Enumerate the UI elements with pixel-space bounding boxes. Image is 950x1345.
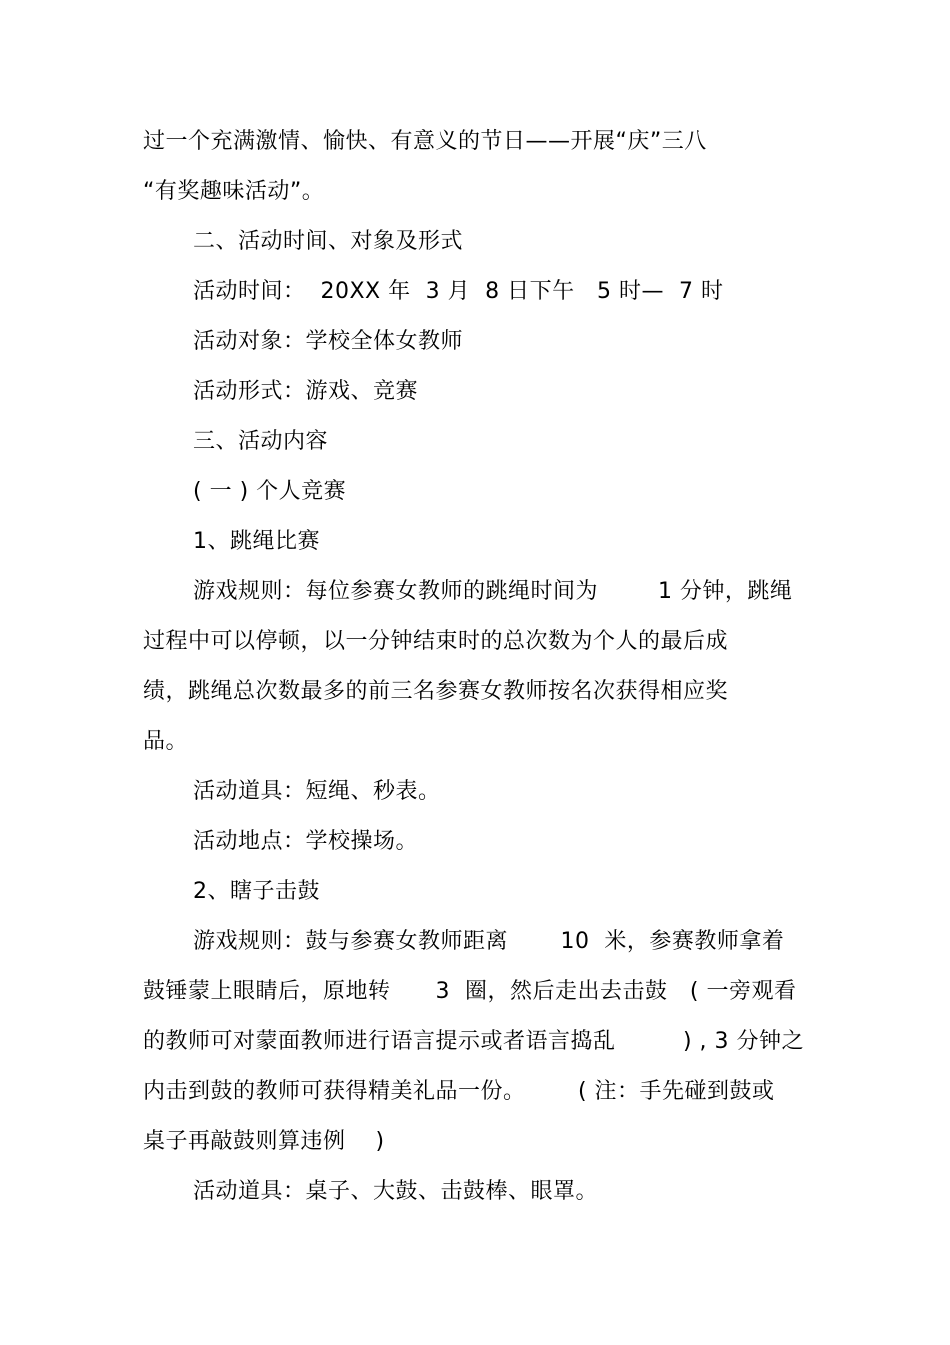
section-heading: 三、活动内容 — [193, 429, 329, 454]
item-heading: 1、跳绳比赛 — [193, 529, 320, 554]
item-heading: 2、瞎子击鼓 — [193, 879, 320, 904]
text-line: 鼓锤蒙上眼睛后，原地转 3 圈，然后走出去击鼓 ( 一旁观看 — [143, 979, 797, 1004]
subsection-heading: ( 一 ) 个人竞赛 — [193, 479, 347, 504]
text-line: 活动时间： 20XX 年 3 月 8 日下午 5 时— 7 时 — [193, 279, 724, 304]
text-line: 的教师可对蒙面教师进行语言提示或者语言捣乱 ) , 3 分钟之 — [143, 1029, 804, 1054]
text-line: 游戏规则：每位参赛女教师的跳绳时间为 1 分钟，跳绳 — [193, 579, 793, 604]
text-line: 内击到鼓的教师可获得精美礼品一份。 ( 注：手先碰到鼓或 — [143, 1079, 775, 1104]
text-line: 绩，跳绳总次数最多的前三名参赛女教师按名次获得相应奖 — [143, 679, 729, 704]
text-line: 活动道具：桌子、大鼓、击鼓棒、眼罩。 — [193, 1179, 599, 1204]
text-line: 活动道具：短绳、秒表。 — [193, 779, 441, 804]
text-line: 过一个充满激情、愉快、有意义的节日——开展“庆”三八 — [143, 129, 707, 154]
text-line: 活动地点：学校操场。 — [193, 829, 419, 854]
text-line: 过程中可以停顿，以一分钟结束时的总次数为个人的最后成 — [143, 629, 729, 654]
text-line: “有奖趣味活动”。 — [143, 179, 325, 204]
text-line: 活动形式：游戏、竞赛 — [193, 379, 419, 404]
text-line: 游戏规则：鼓与参赛女教师距离 10 米，参赛教师拿着 — [193, 929, 785, 954]
text-line: 活动对象：学校全体女教师 — [193, 329, 464, 354]
text-line: 桌子再敲鼓则算违例 ) — [143, 1129, 385, 1154]
text-line: 品。 — [143, 729, 189, 754]
section-heading: 二、活动时间、对象及形式 — [193, 229, 464, 254]
